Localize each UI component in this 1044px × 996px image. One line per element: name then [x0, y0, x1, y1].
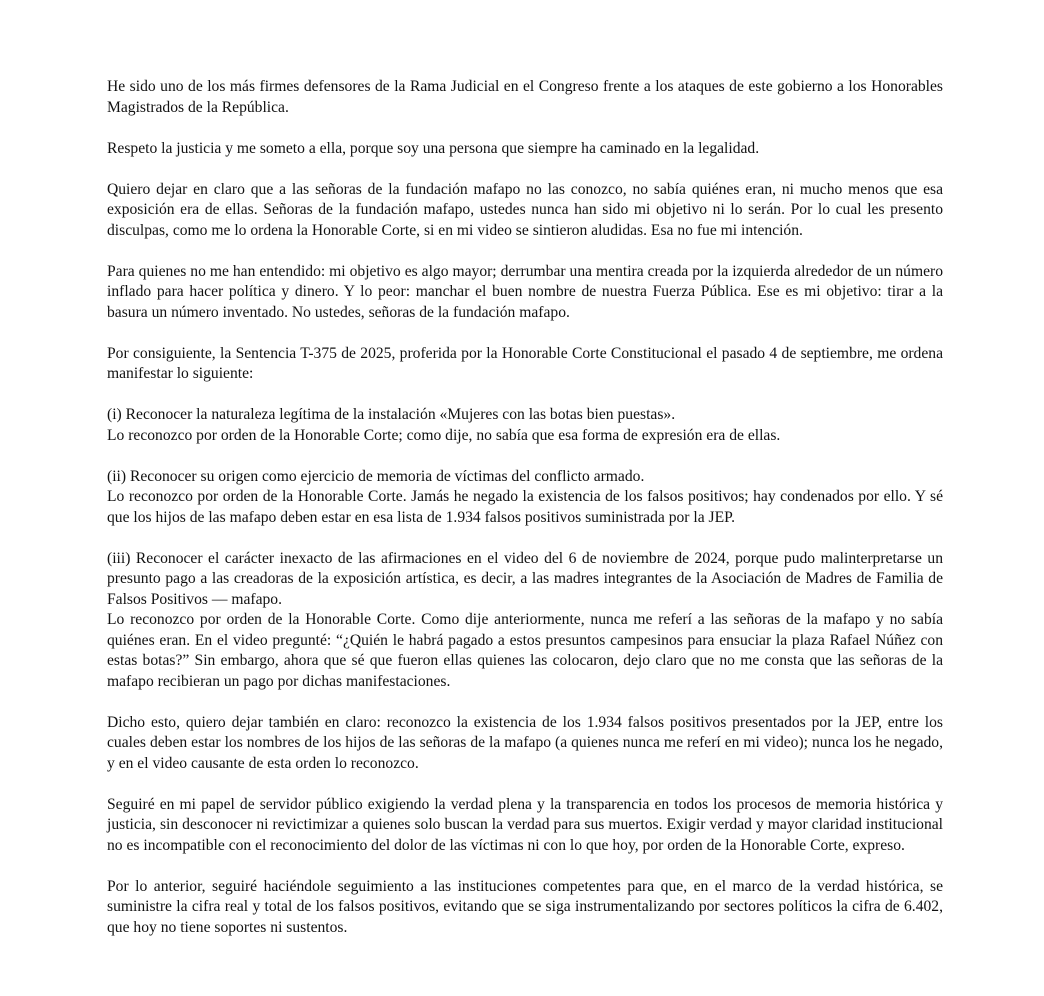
- paragraph-text: Respeto la justicia y me someto a ella, porque soy una persona que siempre ha caminado en la legalidad.: [107, 139, 760, 157]
- paragraph-recognition: [107, 713, 943, 775]
- paragraph-apology: [107, 180, 943, 242]
- paragraph-text: Para quienes no me han entendido: mi objetivo es algo mayor; derrumbar una mentira creada por la izquierda alrededor de un número inflado para hacer política y dinero. Y lo peor: manchar el buen nombre de nuestra Fuerza Pública. Ese es mi objetivo: tirar a la basura un número inventado. No ustedes, señoras de la fundación mafapo.: [107, 262, 943, 321]
- statement-document: [107, 77, 943, 959]
- paragraph-text: Dicho esto, quiero dejar también en claro: reconozco la existencia de los 1.934 falsos positivos presentados por la JEP, entre los cuales deben estar los nombres de los hijos de las señoras de la mafapo (a quienes nunca me referí en mi video); nunca los he negado, y en el video causante de esta orden lo reconozco.: [107, 713, 943, 772]
- paragraph-text: Quiero dejar en claro que a las señoras de la fundación mafapo no las conozco, no sabía quiénes eran, ni mucho menos que esa exposición era de ellas. Señoras de la fundación mafapo, ustedes nunca han sido mi objetivo ni lo serán. Por lo cual les presento disculpas, como me lo ordena la Honorable Corte, si en mi video se sintieron aludidas. Esa no fue mi intención.: [107, 180, 943, 239]
- item-response: Lo reconozco por orden de la Honorable Corte. Como dije anteriormente, nunca me referí a las señoras de la mafapo y no sabía quiénes eran. En el video pregunté: “¿Quién le habrá pagado a estos presuntos campesinos para ensuciar la plaza Rafael Núñez con estas botas?” Sin embargo, ahora que sé que fueron ellas quienes las colocaron, dejo claro que no me consta que las señoras de la mafapo recibieran un pago por dichas manifestaciones.: [107, 611, 943, 690]
- paragraph-text: Por lo anterior, seguiré haciéndole seguimiento a las instituciones competentes para que, en el marco de la verdad histórica, se suministre la cifra real y total de los falsos positivos, evitando que se siga instrumentalizando por sectores políticos la cifra de 6.402, que hoy no tiene soportes ni sustentos.: [107, 877, 943, 936]
- paragraph-conclusion: [107, 877, 943, 939]
- paragraph-respect-justice: [107, 139, 943, 160]
- item-response: Lo reconozco por orden de la Honorable Corte. Jamás he negado la existencia de los falsos positivos; hay condenados por ello. Y sé que los hijos de las mafapo deben estar en esa lista de 1.934 falsos positivos suministrada por la JEP.: [107, 488, 943, 526]
- paragraph-text: Seguiré en mi papel de servidor público exigiendo la verdad plena y la transparencia en todos los procesos de memoria histórica y justicia, sin desconocer ni revictimizar a quienes solo buscan la verdad para sus muertos. Exigir verdad y mayor claridad institucional no es incompatible con el reconocimiento del dolor de las víctimas ni con lo que hoy, por orden de la Honorable Corte, expreso.: [107, 795, 943, 854]
- paragraph-text: Por consiguiente, la Sentencia T-375 de 2025, proferida por la Honorable Corte Constitucional el pasado 4 de septiembre, me ordena manifestar lo siguiente:: [107, 344, 943, 382]
- paragraph-item-i: [107, 405, 943, 446]
- paragraph-item-ii: [107, 467, 943, 529]
- paragraph-sentence-order: [107, 344, 943, 385]
- paragraph-objective: [107, 262, 943, 324]
- item-response: Lo reconozco por orden de la Honorable Corte; como dije, no sabía que esa forma de expresión era de ellas.: [107, 426, 781, 444]
- item-heading: (ii) Reconocer su origen como ejercicio de memoria de víctimas del conflicto armado.: [107, 467, 645, 485]
- paragraph-text: He sido uno de los más firmes defensores de la Rama Judicial en el Congreso frente a los ataques de este gobierno a los Honorables Magistrados de la República.: [107, 78, 943, 116]
- paragraph-item-iii: [107, 549, 943, 693]
- paragraph-defense: [107, 77, 943, 118]
- item-heading: (iii) Reconocer el carácter inexacto de las afirmaciones en el video del 6 de noviembre de 2024, porque pudo malinterpretarse un presunto pago a las creadoras de la exposición artística, es decir, a las madres integrantes de la Asociación de Madres de Familia de Falsos Positivos — mafapo.: [107, 549, 943, 608]
- item-heading: (i) Reconocer la naturaleza legítima de la instalación «Mujeres con las botas bien puestas».: [107, 406, 676, 423]
- paragraph-public-servant: [107, 795, 943, 857]
